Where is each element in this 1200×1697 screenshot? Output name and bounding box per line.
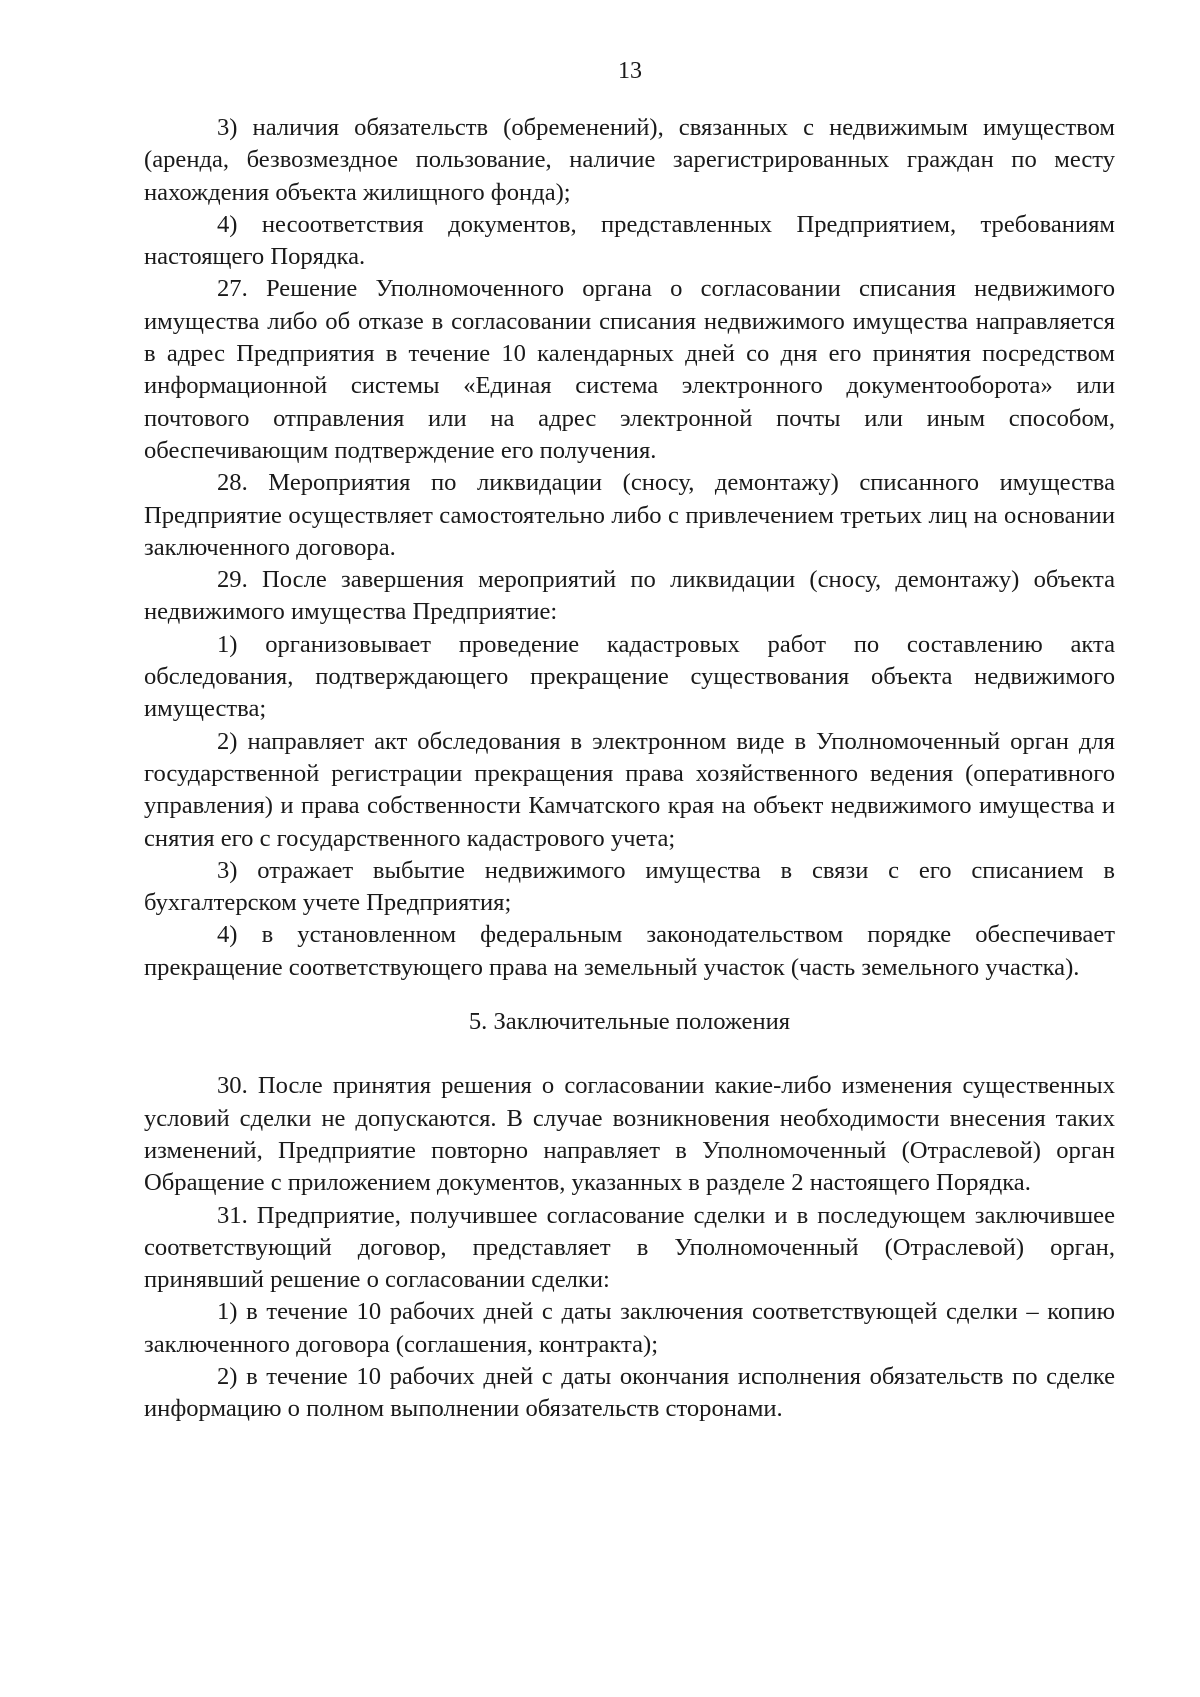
section-heading: 5. Заключительные положения — [468, 1008, 791, 1036]
page-number: 13 — [618, 58, 642, 84]
paragraph-29-item-2: 2) направляет акт обследования в электронном виде в Уполномоченный орган для государственной регистрации прекращения права хозяйственного ведения (оперативного управления) и права собственности Камчатского края на объект недвижимого имущества и снятия его с государственного кадастрового учета; — [144, 727, 1115, 852]
paragraph-29-item-3: 3) отражает выбытие недвижимого имущества в связи с его списанием в бухгалтерском учете Предприятия; — [144, 856, 1115, 917]
paragraph-31-item-2: 2) в течение 10 рабочих дней с даты окончания исполнения обязательств по сделке информацию о полном выполнении обязательств сторонами. — [144, 1362, 1115, 1423]
paragraph-item-4-noncompliance: 4) несоответствия документов, представленных Предприятием, требованиям настоящего Порядка. — [144, 210, 1115, 271]
paragraph-30: 30. После принятия решения о согласовании какие-либо изменения существенных условий сделки не допускаются. В случае возникновения необходимости внесения таких изменений, Предприятие повторно направляет в Уполномоченный (Отраслевой) орган Обращение с приложением документов, указанных в разделе 2 настоящего Порядка. — [144, 1072, 1115, 1197]
paragraph-27: 27. Решение Уполномоченного органа о согласовании списания недвижимого имущества либо об отказе в согласовании списания недвижимого имущества направляется в адрес Предприятия в течение 10 календарных дней со дня его принятия посредством информационной системы «Единая система электронного документооборота» или почтового отправления или на адрес электронной почты или иным способом, обеспечивающим подтверждение его получения. — [144, 275, 1115, 464]
paragraph-31: 31. Предприятие, получившее согласование сделки и в последующем заключившее соответствующий договор, представляет в Уполномоченный (Отраслевой) орган, принявший решение о согласовании сделки: — [144, 1201, 1115, 1294]
document-body — [144, 112, 1115, 1426]
paragraph-29: 29. После завершения мероприятий по ликвидации (сносу, демонтажу) объекта недвижимого имущества Предприятие: — [144, 566, 1115, 626]
paragraph-item-3-encumbrances: 3) наличия обязательств (обременений), связанных с недвижимым имуществом (аренда, безвозмездное пользование, наличие зарегистрированных граждан по месту нахождения объекта жилищного фонда); — [144, 114, 1115, 206]
paragraph-29-item-4: 4) в установленном федеральным законодательством порядке обеспечивает прекращение соответствующего права на земельный участок (часть земельного участка). — [144, 921, 1115, 981]
paragraph-29-item-1: 1) организовывает проведение кадастровых работ по составлению акта обследования, подтверждающего прекращение существования объекта недвижимого имущества; — [144, 630, 1115, 723]
paragraph-28: 28. Мероприятия по ликвидации (сносу, демонтажу) списанного имущества Предприятие осуществляет самостоятельно либо с привлечением третьих лиц на основании заключенного договора. — [144, 469, 1115, 561]
paragraph-31-item-1: 1) в течение 10 рабочих дней с даты заключения соответствующей сделки – копию заключенного договора (соглашения, контракта); — [144, 1298, 1115, 1358]
